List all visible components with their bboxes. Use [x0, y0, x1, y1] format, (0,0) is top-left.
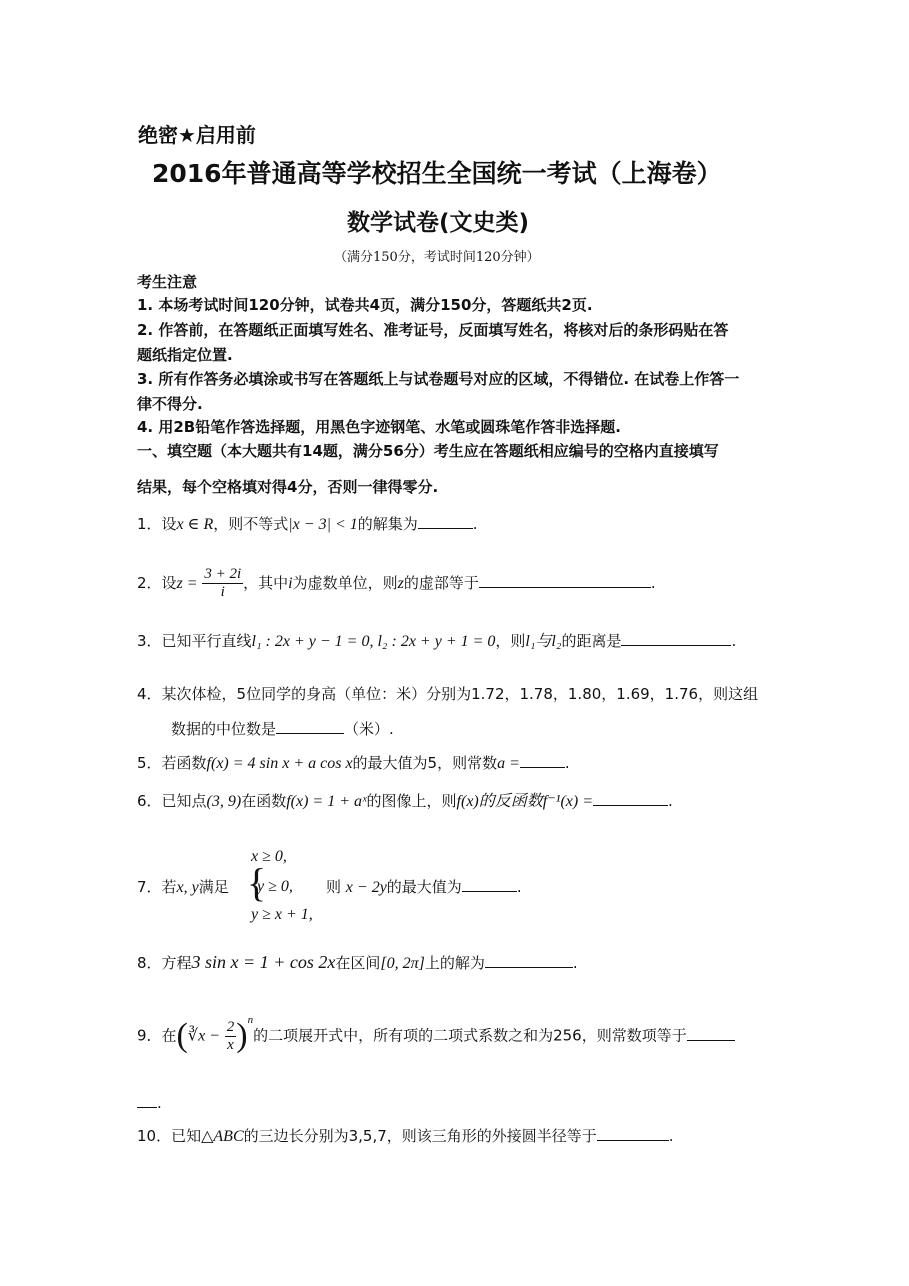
q5-end: . — [564, 754, 570, 772]
q4-text: 数据的中位数是 — [171, 720, 277, 738]
q10-text: 的三边长分别为3,5,7，则该三角形的外接圆半径等于 — [243, 1127, 597, 1145]
question-2 — [137, 566, 656, 601]
q7-constraint-3: y ≥ x + 1, — [251, 906, 313, 923]
q4-answer-blank[interactable] — [276, 719, 344, 734]
q2-end: . — [650, 574, 656, 592]
q7-number: 7．若 — [137, 878, 177, 896]
q7-constraint-1: x ≥ 0, — [251, 848, 287, 865]
q6-text: 在函数 — [241, 792, 287, 810]
q1-text-2: 的解集为 — [357, 515, 418, 533]
exam-title: 2016年普通高等学校招生全国统一考试（上海卷） — [152, 159, 722, 188]
q6-text-2: 的图像上，则 — [366, 792, 457, 810]
q9-math-root: ∛x − — [187, 1027, 220, 1045]
q5-math-a: a = — [497, 755, 520, 772]
q2-text-2: 为虚数单位，则 — [292, 574, 398, 592]
question-4-line2 — [171, 718, 394, 739]
q4-unit: （米）. — [344, 720, 394, 738]
q3-answer-blank[interactable] — [621, 631, 731, 646]
q9-left-paren: ( — [176, 1017, 188, 1054]
q9-end: . — [157, 1094, 162, 1112]
q2-math-i: i — [288, 575, 293, 592]
question-7-tail — [326, 876, 522, 897]
notice-item-4: 4. 用2B铅笔作答选择题，用黑色字迹钢笔、水笔或圆珠笔作答非选择题. — [137, 418, 621, 436]
q3-math-lines: l₁ : 2x + y − 1 = 0, l₂ : 2x + y + 1 = 0 — [251, 633, 496, 650]
q7-text: 满足 — [198, 878, 229, 896]
q8-number: 8．方程 — [137, 954, 192, 972]
q9-text: 的二项展开式中，所有项的二项式系数之和为256，则常数项等于 — [253, 1026, 687, 1045]
q8-math-interval: [0, 2π] — [380, 955, 425, 972]
q7-text-2: 则 — [326, 878, 342, 896]
q7-answer-blank[interactable] — [462, 877, 517, 892]
q10-number: 10．已知 — [137, 1127, 202, 1145]
question-3 — [137, 628, 736, 651]
q2-fraction-num: 3 + 2i — [204, 566, 242, 582]
q5-answer-blank[interactable] — [520, 753, 565, 768]
q9-right-paren: ) — [236, 1017, 248, 1054]
q7-text-3: 的最大值为 — [386, 878, 462, 896]
q9-exponent: n — [247, 1013, 254, 1026]
q2-math-z2: z — [397, 575, 404, 592]
q2-fraction-den: i — [220, 584, 225, 600]
q9-fraction-den: x — [227, 1036, 234, 1053]
q3-text: ，则 — [495, 632, 526, 650]
q6-end: . — [668, 792, 673, 810]
q7-math-xy: x, y — [176, 879, 199, 896]
section-heading-cont: 结果，每个空格填对得4分，否则一律得零分. — [137, 478, 439, 496]
question-7 — [137, 876, 229, 897]
exam-subtitle: 数学试卷(文史类) — [347, 210, 530, 236]
q1-text: ，则不等式 — [213, 515, 289, 533]
notice-item-3: 3. 所有作答务必填涂或书写在答题纸上与试卷题号对应的区域，不得错位. 在试卷上作答一 — [137, 370, 740, 388]
q8-text-2: 上的解为 — [424, 954, 485, 972]
notice-heading: 考生注意 — [137, 273, 198, 291]
q1-end: . — [472, 515, 478, 533]
question-5 — [137, 752, 570, 773]
q5-number: 5．若函数 — [137, 754, 207, 772]
q3-end: . — [731, 632, 737, 650]
q7-end: . — [516, 878, 522, 896]
q5-math-function: f(x) = 4 sin x + a cos x — [206, 755, 353, 772]
notice-item-1: 1. 本场考试时间120分钟，试卷共4页，满分150分，答题纸共2页. — [137, 296, 593, 314]
q2-text-3: 的虚部等于 — [403, 574, 479, 592]
q2-answer-blank[interactable] — [479, 573, 651, 588]
question-4-line1: 4．某次体检，5位同学的身高（单位：米）分别为1.72，1.78，1.80，1.69，1.76，则这组 — [137, 685, 759, 703]
confidential-mark: 绝密★启用前 — [138, 123, 256, 147]
q8-answer-blank[interactable] — [485, 953, 573, 968]
q10-answer-blank[interactable] — [597, 1126, 669, 1141]
q6-math-point: (3, 9) — [206, 793, 242, 810]
notice-item-3-cont: 律不得分. — [137, 395, 203, 413]
notice-item-2-cont: 题纸指定位置. — [137, 346, 233, 364]
q10-end: . — [668, 1127, 674, 1145]
q9-answer-blank-cont[interactable] — [137, 1093, 157, 1108]
q9-number: 9．在 — [137, 1026, 177, 1045]
q1-answer-blank[interactable] — [418, 514, 473, 529]
q7-constraint-2: y ≥ 0, — [257, 878, 293, 895]
section-heading: 一、填空题（本大题共有14题，满分56分）考生应在答题纸相应编号的空格内直接填写 — [137, 442, 719, 460]
question-1 — [137, 513, 478, 534]
q9-answer-blank[interactable] — [687, 1026, 735, 1041]
q6-answer-blank[interactable] — [593, 791, 668, 806]
q3-math-l1l2: l₁与l₂ — [525, 633, 562, 650]
q10-math-triangle: △ABC — [201, 1128, 244, 1145]
q6-math-function: f(x) = 1 + aˣ — [286, 793, 367, 810]
q5-text: 的最大值为5，则常数 — [352, 754, 498, 772]
q2-text: ，其中 — [243, 574, 289, 592]
question-6 — [137, 788, 673, 811]
q3-text-2: 的距离是 — [561, 632, 622, 650]
q3-number: 3．已知平行直线 — [137, 632, 252, 650]
question-10 — [137, 1125, 674, 1146]
q6-math-inverse: f(x)的反函数f⁻¹(x) = — [456, 793, 593, 810]
q9-fraction-num: 2 — [226, 1018, 235, 1035]
q8-text: 在区间 — [335, 954, 381, 972]
q1-number: 1．设 — [137, 515, 177, 533]
q2-math-z: z = — [176, 575, 198, 592]
q6-number: 6．已知点 — [137, 792, 207, 810]
q1-math-set: x ∈ R — [176, 516, 214, 533]
q7-math-expr: x − 2y — [345, 879, 387, 896]
q2-number: 2．设 — [137, 574, 177, 592]
question-9-cont — [137, 1093, 162, 1112]
q9-fraction — [225, 1019, 237, 1054]
q8-end: . — [572, 954, 578, 972]
exam-note: （满分150分，考试时间120分钟） — [334, 250, 540, 265]
question-9 — [137, 1013, 735, 1055]
notice-item-2: 2. 作答前，在答题纸正面填写姓名、准考证号，反面填写姓名，将核对后的条形码贴在答 — [137, 321, 729, 339]
q1-math-inequality: |x − 3| < 1 — [288, 516, 358, 533]
q7-brace: { — [247, 860, 267, 905]
q8-math-equation: 3 sin x = 1 + cos 2x — [191, 952, 336, 972]
q2-fraction — [202, 566, 243, 601]
question-8 — [137, 952, 578, 973]
